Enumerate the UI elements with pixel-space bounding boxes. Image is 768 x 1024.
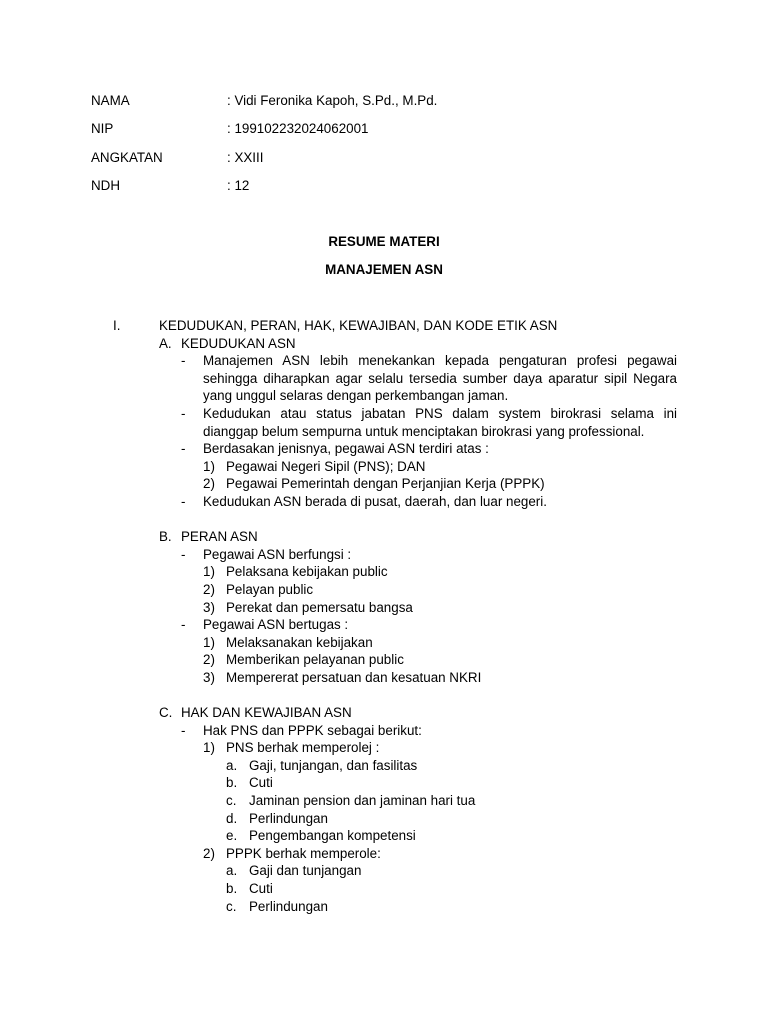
document-body — [0, 317, 768, 915]
identity-label: ANGKATAN — [91, 149, 163, 165]
numbered-item — [0, 581, 768, 599]
identity-label: NAMA — [91, 93, 130, 108]
subsection-title: HAK DAN KEWAJIBAN ASN — [181, 705, 352, 721]
lettered-item — [0, 880, 768, 898]
section-heading — [0, 317, 768, 335]
bullet-continuation — [0, 423, 768, 441]
identity-value: : 12 — [227, 177, 250, 193]
subsection-heading — [0, 704, 768, 722]
numbered-item — [0, 739, 768, 757]
numbered-item — [0, 651, 768, 669]
numbered-item — [0, 669, 768, 687]
bullet-dash: - — [181, 493, 186, 509]
section-title: KEDUDUKAN, PERAN, HAK, KEWAJIBAN, DAN KODE ETIK ASN — [159, 318, 558, 333]
numbered-item — [0, 599, 768, 617]
item-letter: c. — [226, 898, 237, 914]
bullet-text: Hak PNS dan PPPK sebagai berikut: — [203, 722, 422, 738]
identity-value: : XXIII — [227, 149, 264, 165]
item-letter: e. — [226, 828, 238, 844]
numbered-item — [0, 563, 768, 581]
document-subtitle: MANAJEMEN ASN — [325, 262, 443, 277]
item-text: Memberikan pelayanan public — [226, 652, 404, 668]
subsection-heading — [0, 335, 768, 353]
item-letter: b. — [226, 881, 238, 896]
bullet-text-line: Manajemen ASN lebih menekankan kepada pengaturan profesi pegawai — [203, 353, 677, 369]
lettered-item — [0, 774, 768, 792]
bullet-item — [0, 493, 768, 511]
item-letter: c. — [226, 793, 237, 809]
item-text: Cuti — [249, 775, 273, 791]
item-number: 3) — [203, 599, 215, 615]
item-letter: a. — [226, 863, 238, 879]
spacer — [0, 686, 768, 704]
lettered-item — [0, 810, 768, 828]
item-number: 1) — [203, 740, 215, 756]
bullet-continuation — [0, 387, 768, 405]
item-number: 2) — [203, 845, 215, 861]
bullet-dash: - — [181, 405, 186, 421]
identity-row-nama — [91, 92, 651, 120]
item-text: Perekat dan pemersatu bangsa — [226, 599, 413, 615]
bullet-text-line: yang unggul selaras dengan perkembangan jaman. — [203, 388, 509, 404]
item-text: PPPK berhak memperole: — [226, 845, 381, 861]
item-text: Gaji, tunjangan, dan fasilitas — [249, 757, 418, 773]
item-text: PNS berhak memperolej : — [226, 740, 380, 756]
subsection-marker: B. — [159, 529, 172, 545]
bullet-item — [0, 722, 768, 740]
item-text: Jaminan pension dan jaminan hari tua — [249, 793, 476, 809]
numbered-item — [0, 475, 768, 493]
bullet-dash: - — [181, 722, 186, 738]
spacer — [0, 511, 768, 529]
lettered-item — [0, 827, 768, 845]
bullet-text-line: Kedudukan atau status jabatan PNS dalam system birokrasi selama ini — [203, 405, 677, 421]
identity-row-nip — [91, 120, 651, 148]
document-title: RESUME MATERI — [328, 234, 440, 249]
item-number: 1) — [203, 458, 215, 474]
identity-value: : Vidi Feronika Kapoh, S.Pd., M.Pd. — [227, 93, 438, 108]
bullet-text-line: dianggap belum sempurna untuk menciptakan birokrasi yang professional. — [203, 423, 645, 439]
item-number: 2) — [203, 581, 215, 597]
bullet-dash: - — [181, 546, 186, 562]
item-text: Cuti — [249, 881, 273, 896]
identity-row-angkatan — [91, 149, 651, 177]
subsection-marker: C. — [159, 705, 173, 721]
item-number: 2) — [203, 652, 215, 668]
item-number: 1) — [203, 634, 215, 650]
subsection-title: PERAN ASN — [181, 529, 258, 545]
item-text: Melaksanakan kebijakan — [226, 634, 373, 650]
numbered-item — [0, 845, 768, 863]
item-text: Perlindungan — [249, 898, 328, 914]
numbered-item — [0, 634, 768, 652]
identity-label: NIP — [91, 121, 114, 137]
bullet-text: Pegawai ASN bertugas : — [203, 617, 349, 633]
item-letter: b. — [226, 775, 238, 791]
item-text: Gaji dan tunjangan — [249, 863, 362, 879]
item-letter: d. — [226, 810, 238, 826]
bullet-item — [0, 405, 768, 423]
identity-row-ndh — [91, 177, 651, 205]
subsection-heading — [0, 528, 768, 546]
item-text: Perlindungan — [249, 810, 328, 826]
item-text: Pegawai Pemerintah dengan Perjanjian Kerja (PPPK) — [226, 476, 545, 492]
subsection-title: KEDUDUKAN ASN — [181, 335, 296, 351]
bullet-dash: - — [181, 441, 186, 457]
item-text: Pelaksana kebijakan public — [226, 564, 388, 580]
bullet-item — [0, 546, 768, 564]
item-number: 1) — [203, 564, 215, 580]
bullet-item — [0, 440, 768, 458]
identity-value: : 199102232024062001 — [227, 121, 369, 137]
lettered-item — [0, 898, 768, 916]
bullet-item — [0, 352, 768, 370]
lettered-item — [0, 862, 768, 880]
bullet-text: Kedudukan ASN berada di pusat, daerah, dan luar negeri. — [203, 493, 547, 509]
identity-block — [91, 92, 651, 205]
item-letter: a. — [226, 757, 238, 773]
lettered-item — [0, 757, 768, 775]
item-text: Pengembangan kompetensi — [249, 828, 416, 844]
identity-label: NDH — [91, 177, 121, 193]
subsection-marker: A. — [159, 335, 172, 351]
bullet-dash: - — [181, 353, 186, 369]
section-marker: I. — [113, 318, 121, 333]
bullet-text-line: sehingga diharapkan agar selalu tersedia sumber daya aparatur sipil Negara — [203, 370, 677, 386]
item-text: Pelayan public — [226, 581, 314, 597]
item-text: Pegawai Negeri Sipil (PNS); DAN — [226, 458, 426, 474]
item-number: 2) — [203, 476, 215, 492]
bullet-dash: - — [181, 617, 186, 633]
numbered-item — [0, 458, 768, 476]
lettered-item — [0, 792, 768, 810]
bullet-text: Pegawai ASN berfungsi : — [203, 546, 352, 562]
bullet-item — [0, 616, 768, 634]
item-number: 3) — [203, 669, 215, 685]
bullet-continuation — [0, 370, 768, 388]
bullet-text: Berdasakan jenisnya, pegawai ASN terdiri atas : — [203, 441, 489, 457]
item-text: Mempererat persatuan dan kesatuan NKRI — [226, 669, 482, 685]
